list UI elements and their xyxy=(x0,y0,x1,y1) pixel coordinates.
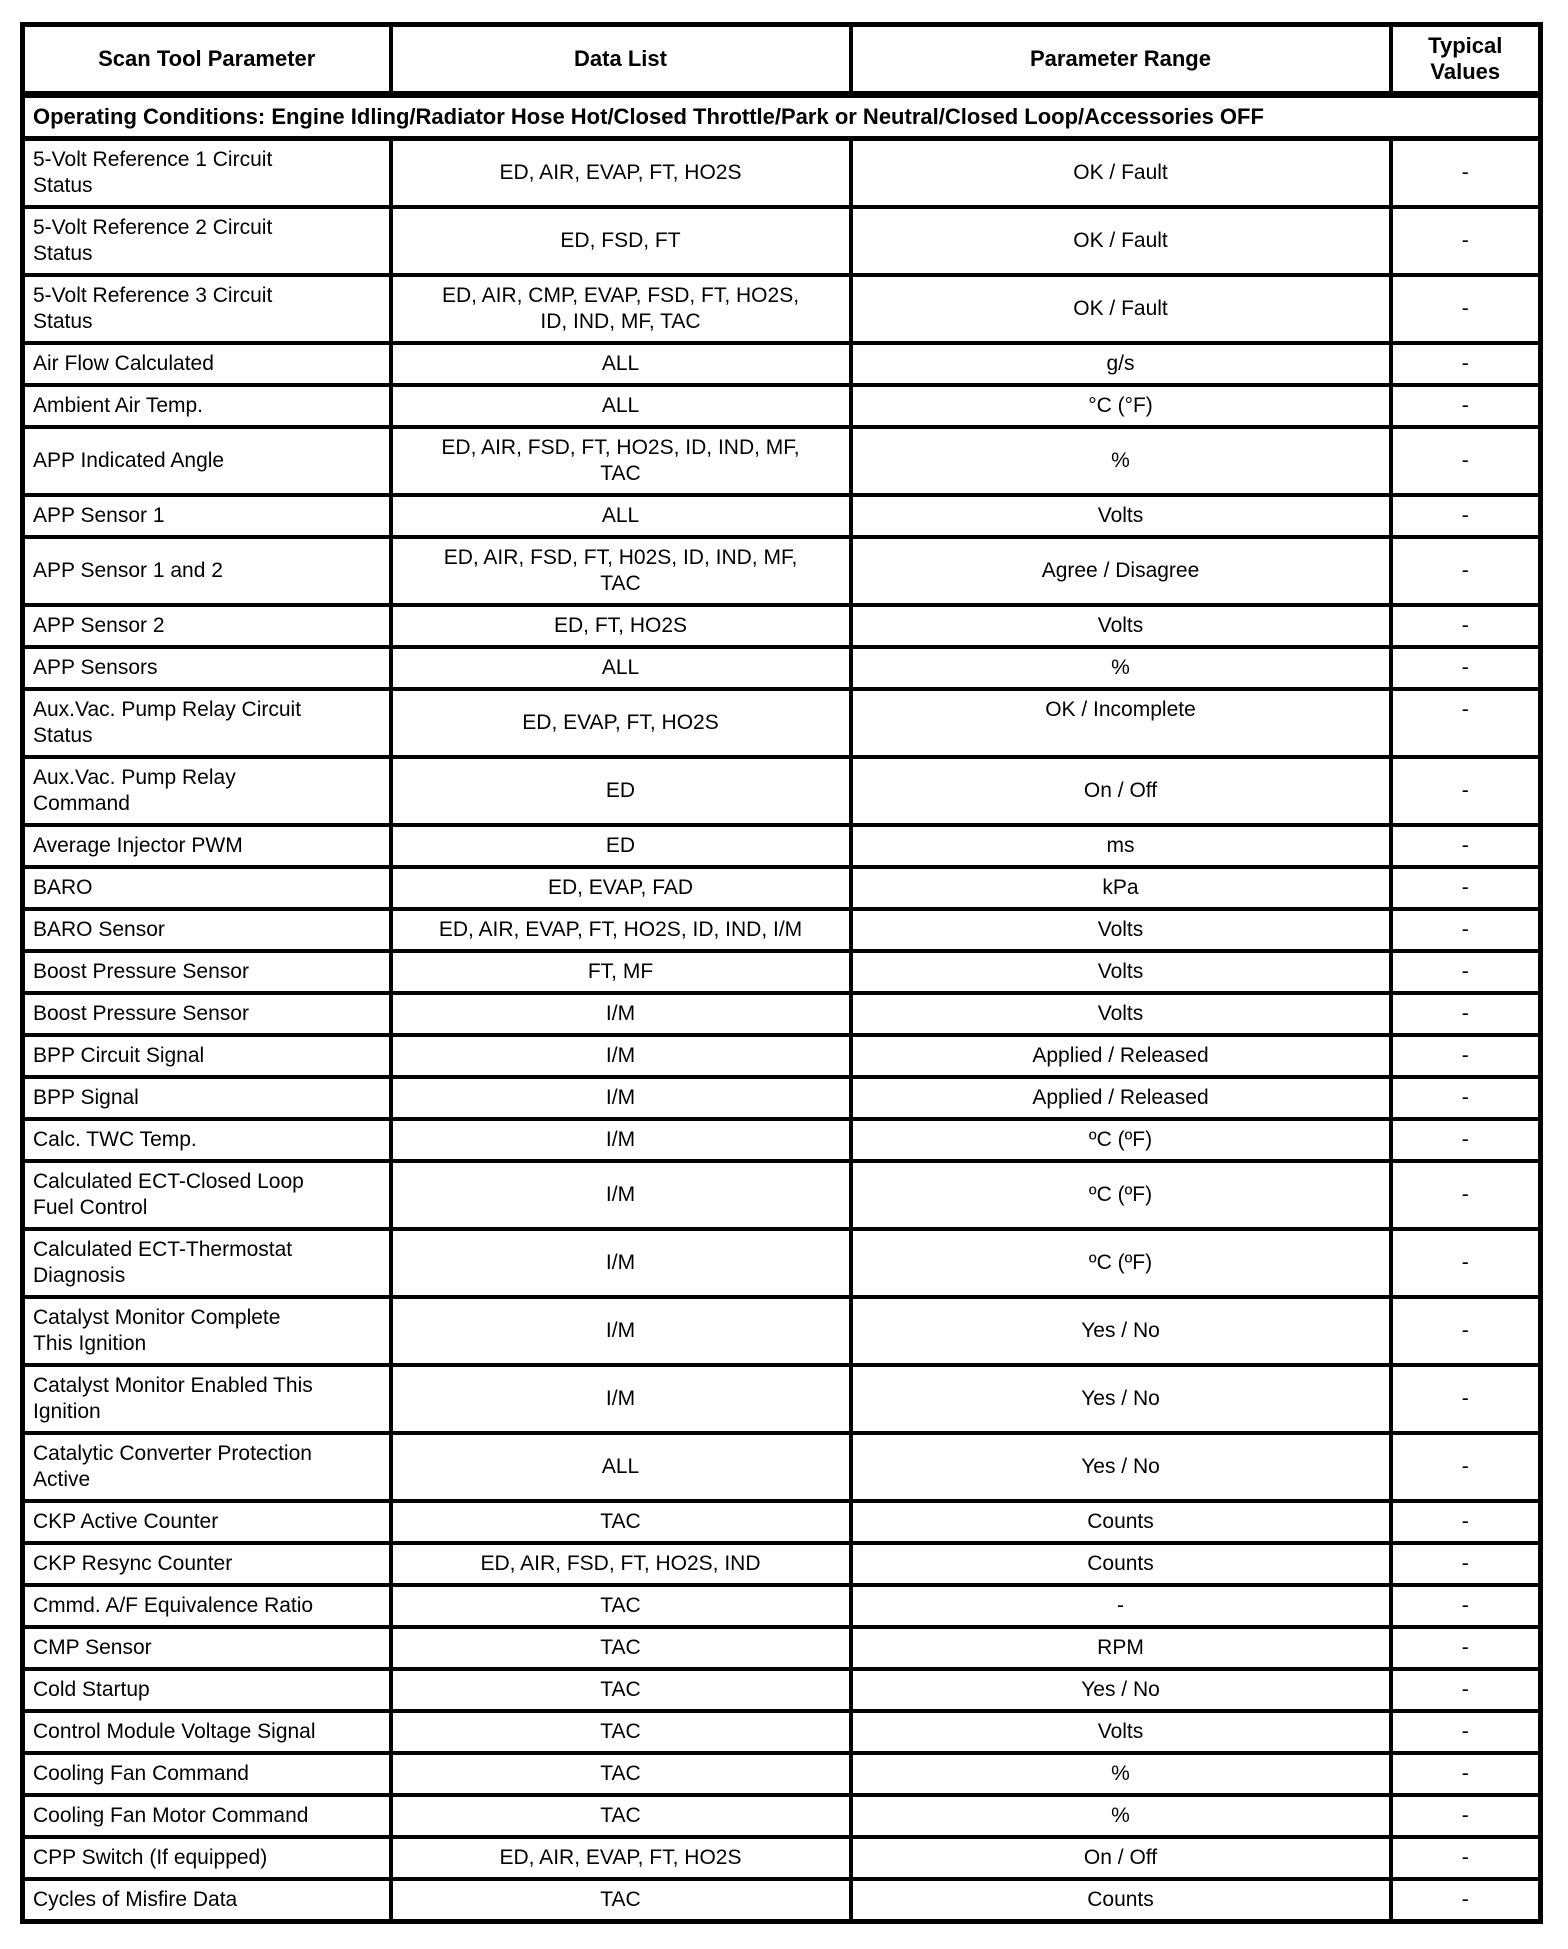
typical-cell: - xyxy=(1391,867,1541,909)
typical-cell: - xyxy=(1391,385,1541,427)
typical-cell: - xyxy=(1391,343,1541,385)
table-row xyxy=(23,385,1541,427)
typical-cell: - xyxy=(1391,1879,1541,1922)
typical-cell: - xyxy=(1391,537,1541,605)
typical-cell: - xyxy=(1391,139,1541,208)
param-cell: APP Indicated Angle xyxy=(23,427,391,495)
param-cell: BARO xyxy=(23,867,391,909)
range-cell: % xyxy=(851,427,1391,495)
range-cell: OK / Incomplete xyxy=(851,689,1391,757)
typical-cell: - xyxy=(1391,275,1541,343)
param-cell: CKP Active Counter xyxy=(23,1501,391,1543)
param-cell: BPP Signal xyxy=(23,1077,391,1119)
range-cell: ºC (ºF) xyxy=(851,1161,1391,1229)
data-list-cell: TAC xyxy=(391,1753,851,1795)
range-cell: kPa xyxy=(851,867,1391,909)
header-parameter-range: Parameter Range xyxy=(851,25,1391,95)
data-list-cell: ED xyxy=(391,757,851,825)
range-cell: Volts xyxy=(851,951,1391,993)
range-cell: % xyxy=(851,1795,1391,1837)
typical-cell: - xyxy=(1391,1433,1541,1501)
param-cell: 5-Volt Reference 3 Circuit Status xyxy=(23,275,391,343)
param-cell: Boost Pressure Sensor xyxy=(23,993,391,1035)
table-row xyxy=(23,1433,1541,1501)
table-row xyxy=(23,495,1541,537)
header-typical-values: Typical Values xyxy=(1391,25,1541,95)
range-cell: % xyxy=(851,647,1391,689)
table-row xyxy=(23,867,1541,909)
param-cell: Ambient Air Temp. xyxy=(23,385,391,427)
typical-cell: - xyxy=(1391,1585,1541,1627)
range-cell: Counts xyxy=(851,1501,1391,1543)
data-list-cell: TAC xyxy=(391,1627,851,1669)
data-list-cell: I/M xyxy=(391,1229,851,1297)
table-row xyxy=(23,1669,1541,1711)
typical-cell: - xyxy=(1391,1365,1541,1433)
table-row xyxy=(23,1543,1541,1585)
range-cell: Yes / No xyxy=(851,1365,1391,1433)
range-cell: Agree / Disagree xyxy=(851,537,1391,605)
typical-cell: - xyxy=(1391,1543,1541,1585)
param-cell: Calculated ECT-Thermostat Diagnosis xyxy=(23,1229,391,1297)
data-list-cell: I/M xyxy=(391,1161,851,1229)
operating-conditions-row xyxy=(23,95,1541,139)
param-cell: CMP Sensor xyxy=(23,1627,391,1669)
range-cell: Volts xyxy=(851,1711,1391,1753)
data-list-cell: ALL xyxy=(391,1433,851,1501)
range-cell: Applied / Released xyxy=(851,1035,1391,1077)
table-row xyxy=(23,1229,1541,1297)
param-cell: Catalyst Monitor Complete This Ignition xyxy=(23,1297,391,1365)
table-row xyxy=(23,1119,1541,1161)
data-list-cell: ALL xyxy=(391,647,851,689)
range-cell: Yes / No xyxy=(851,1297,1391,1365)
param-cell: BPP Circuit Signal xyxy=(23,1035,391,1077)
table-row xyxy=(23,1501,1541,1543)
typical-cell: - xyxy=(1391,207,1541,275)
data-list-cell: ALL xyxy=(391,495,851,537)
range-cell: OK / Fault xyxy=(851,207,1391,275)
data-list-cell: ED, EVAP, FT, HO2S xyxy=(391,689,851,757)
table-row xyxy=(23,275,1541,343)
param-cell: APP Sensors xyxy=(23,647,391,689)
range-cell: OK / Fault xyxy=(851,139,1391,208)
data-list-cell: ALL xyxy=(391,343,851,385)
range-cell: °C (°F) xyxy=(851,385,1391,427)
table-row xyxy=(23,951,1541,993)
param-cell: Catalytic Converter Protection Active xyxy=(23,1433,391,1501)
table-row xyxy=(23,993,1541,1035)
table-row xyxy=(23,605,1541,647)
table-row xyxy=(23,343,1541,385)
typical-cell: - xyxy=(1391,427,1541,495)
param-cell: Calculated ECT-Closed Loop Fuel Control xyxy=(23,1161,391,1229)
table-header xyxy=(23,25,1541,95)
param-cell: Cooling Fan Motor Command xyxy=(23,1795,391,1837)
data-list-cell: ED, FT, HO2S xyxy=(391,605,851,647)
data-list-cell: TAC xyxy=(391,1795,851,1837)
data-list-cell: I/M xyxy=(391,993,851,1035)
typical-cell: - xyxy=(1391,1161,1541,1229)
typical-cell: - xyxy=(1391,1627,1541,1669)
param-cell: Aux.Vac. Pump Relay Command xyxy=(23,757,391,825)
param-cell: Cooling Fan Command xyxy=(23,1753,391,1795)
table-row xyxy=(23,207,1541,275)
table-row xyxy=(23,647,1541,689)
data-list-cell: I/M xyxy=(391,1119,851,1161)
param-cell: Aux.Vac. Pump Relay Circuit Status xyxy=(23,689,391,757)
range-cell: Yes / No xyxy=(851,1433,1391,1501)
data-list-cell: ED, AIR, FSD, FT, HO2S, IND xyxy=(391,1543,851,1585)
data-list-cell: ED, AIR, EVAP, FT, HO2S xyxy=(391,1837,851,1879)
operating-conditions-text: Operating Conditions: Engine Idling/Radiator Hose Hot/Closed Throttle/Park or Neutral/Closed Loop/Accessories OFF xyxy=(23,95,1541,139)
typical-cell: - xyxy=(1391,757,1541,825)
data-list-cell: ED, AIR, EVAP, FT, HO2S xyxy=(391,139,851,208)
data-list-cell: ED xyxy=(391,825,851,867)
range-cell: On / Off xyxy=(851,757,1391,825)
typical-cell: - xyxy=(1391,909,1541,951)
data-list-cell: I/M xyxy=(391,1365,851,1433)
table-row xyxy=(23,1795,1541,1837)
typical-cell: - xyxy=(1391,1711,1541,1753)
data-list-cell: TAC xyxy=(391,1711,851,1753)
typical-cell: - xyxy=(1391,605,1541,647)
range-cell: Applied / Released xyxy=(851,1077,1391,1119)
range-cell: RPM xyxy=(851,1627,1391,1669)
typical-cell: - xyxy=(1391,495,1541,537)
range-cell: % xyxy=(851,1753,1391,1795)
typical-cell: - xyxy=(1391,1669,1541,1711)
range-cell: OK / Fault xyxy=(851,275,1391,343)
typical-cell: - xyxy=(1391,1229,1541,1297)
table-row xyxy=(23,1585,1541,1627)
param-cell: APP Sensor 1 and 2 xyxy=(23,537,391,605)
table-row xyxy=(23,537,1541,605)
param-cell: APP Sensor 2 xyxy=(23,605,391,647)
param-cell: Calc. TWC Temp. xyxy=(23,1119,391,1161)
range-cell: - xyxy=(851,1585,1391,1627)
data-list-cell: TAC xyxy=(391,1669,851,1711)
data-list-cell: I/M xyxy=(391,1297,851,1365)
typical-cell: - xyxy=(1391,1795,1541,1837)
typical-cell: - xyxy=(1391,647,1541,689)
range-cell: Counts xyxy=(851,1543,1391,1585)
range-cell: g/s xyxy=(851,343,1391,385)
data-list-cell: ED, AIR, EVAP, FT, HO2S, ID, IND, I/M xyxy=(391,909,851,951)
param-cell: Boost Pressure Sensor xyxy=(23,951,391,993)
table-row xyxy=(23,1035,1541,1077)
table-row xyxy=(23,909,1541,951)
data-list-cell: FT, MF xyxy=(391,951,851,993)
table-row xyxy=(23,1077,1541,1119)
table-row xyxy=(23,1837,1541,1879)
table-body xyxy=(23,95,1541,1922)
param-cell: 5-Volt Reference 1 Circuit Status xyxy=(23,139,391,208)
typical-cell: - xyxy=(1391,993,1541,1035)
table-row xyxy=(23,1879,1541,1922)
typical-cell: - xyxy=(1391,951,1541,993)
typical-cell: - xyxy=(1391,689,1541,757)
data-list-cell: ED, AIR, FSD, FT, HO2S, ID, IND, MF, TAC xyxy=(391,427,851,495)
param-cell: Cold Startup xyxy=(23,1669,391,1711)
table-row xyxy=(23,689,1541,757)
table-row xyxy=(23,1753,1541,1795)
table-row xyxy=(23,1161,1541,1229)
table-row xyxy=(23,1711,1541,1753)
header-scan-tool-parameter: Scan Tool Parameter xyxy=(23,25,391,95)
data-list-cell: TAC xyxy=(391,1501,851,1543)
table-row xyxy=(23,1297,1541,1365)
range-cell: ºC (ºF) xyxy=(851,1229,1391,1297)
table-row xyxy=(23,427,1541,495)
header-data-list: Data List xyxy=(391,25,851,95)
table-row xyxy=(23,139,1541,208)
range-cell: Volts xyxy=(851,605,1391,647)
param-cell: Air Flow Calculated xyxy=(23,343,391,385)
range-cell: On / Off xyxy=(851,1837,1391,1879)
param-cell: APP Sensor 1 xyxy=(23,495,391,537)
range-cell: ms xyxy=(851,825,1391,867)
data-list-cell: TAC xyxy=(391,1585,851,1627)
typical-cell: - xyxy=(1391,1119,1541,1161)
param-cell: BARO Sensor xyxy=(23,909,391,951)
typical-cell: - xyxy=(1391,1837,1541,1879)
param-cell: Catalyst Monitor Enabled This Ignition xyxy=(23,1365,391,1433)
data-list-cell: I/M xyxy=(391,1077,851,1119)
data-list-cell: ED, AIR, FSD, FT, H02S, ID, IND, MF, TAC xyxy=(391,537,851,605)
range-cell: Volts xyxy=(851,495,1391,537)
typical-cell: - xyxy=(1391,825,1541,867)
scan-tool-parameter-table xyxy=(20,22,1543,1924)
param-cell: CPP Switch (If equipped) xyxy=(23,1837,391,1879)
param-cell: Control Module Voltage Signal xyxy=(23,1711,391,1753)
param-cell: Cmmd. A/F Equivalence Ratio xyxy=(23,1585,391,1627)
table-row xyxy=(23,757,1541,825)
param-cell: Average Injector PWM xyxy=(23,825,391,867)
header-row xyxy=(23,25,1541,95)
param-cell: 5-Volt Reference 2 Circuit Status xyxy=(23,207,391,275)
range-cell: Counts xyxy=(851,1879,1391,1922)
typical-cell: - xyxy=(1391,1077,1541,1119)
range-cell: Yes / No xyxy=(851,1669,1391,1711)
data-list-cell: ED, AIR, CMP, EVAP, FSD, FT, HO2S, ID, IND, MF, TAC xyxy=(391,275,851,343)
data-list-cell: TAC xyxy=(391,1879,851,1922)
range-cell: Volts xyxy=(851,993,1391,1035)
range-cell: ºC (ºF) xyxy=(851,1119,1391,1161)
param-cell: CKP Resync Counter xyxy=(23,1543,391,1585)
typical-cell: - xyxy=(1391,1297,1541,1365)
data-list-cell: ED, EVAP, FAD xyxy=(391,867,851,909)
range-cell: Volts xyxy=(851,909,1391,951)
table-row xyxy=(23,1365,1541,1433)
typical-cell: - xyxy=(1391,1501,1541,1543)
table-row xyxy=(23,1627,1541,1669)
data-list-cell: ED, FSD, FT xyxy=(391,207,851,275)
table-row xyxy=(23,825,1541,867)
param-cell: Cycles of Misfire Data xyxy=(23,1879,391,1922)
data-list-cell: I/M xyxy=(391,1035,851,1077)
typical-cell: - xyxy=(1391,1035,1541,1077)
typical-cell: - xyxy=(1391,1753,1541,1795)
data-list-cell: ALL xyxy=(391,385,851,427)
